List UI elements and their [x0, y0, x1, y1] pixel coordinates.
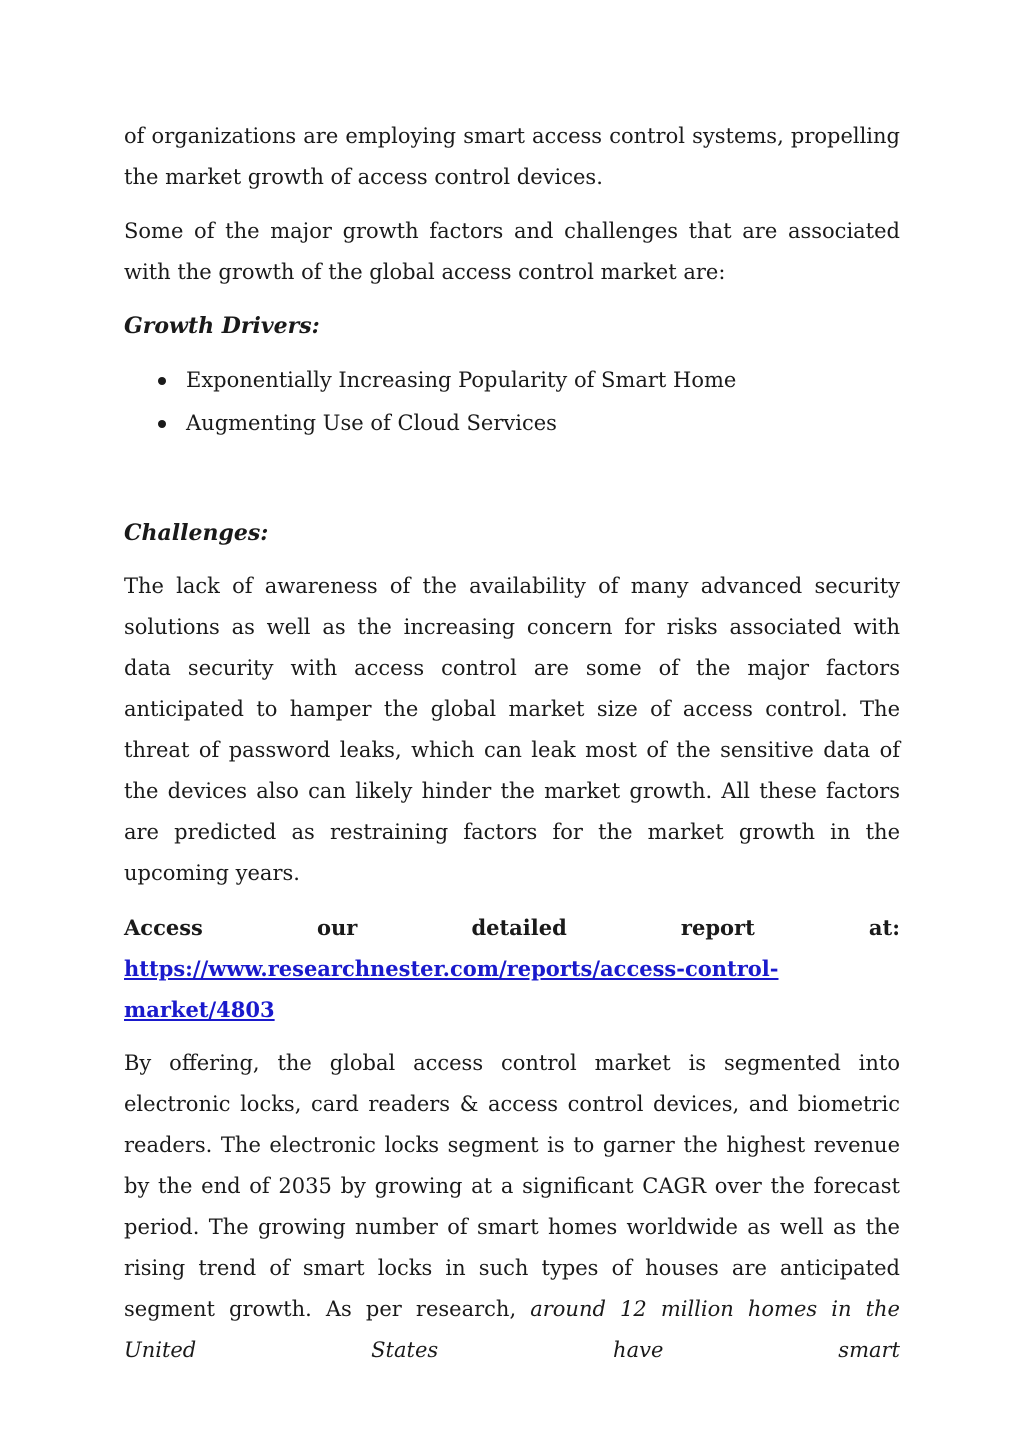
growth-drivers-heading: Growth Drivers: [124, 313, 320, 339]
intro-paragraph-2: Some of the major growth factors and challenges that are associated with the growth of the global access control market are: [124, 219, 900, 284]
list-item [124, 402, 900, 445]
report-link-line-2[interactable]: market/4803 [124, 997, 275, 1022]
intro-paragraph-1: of organizations are employing smart access control systems, propelling the market growth of access control devices. [124, 124, 900, 189]
list-item [124, 359, 900, 402]
bullet-icon [158, 420, 166, 428]
access-word: report [680, 915, 755, 940]
access-word: detailed [471, 915, 567, 940]
list-item-text: Augmenting Use of Cloud Services [186, 411, 557, 435]
growth-drivers-list [124, 359, 900, 445]
offering-italic-text: around 12 million homes in the United States have smart [124, 1297, 900, 1362]
access-word: our [316, 915, 358, 940]
challenges-heading: Challenges: [124, 520, 269, 546]
access-word: at: [868, 915, 900, 940]
offering-text: By offering, the global access control market is segmented into electronic locks, card readers & access control devices, and biometric readers. The electronic locks segment is to garner the highest revenue by the end of 2035 by growing at a significant CAGR over the forecast period. The growing number of smart homes worldwide as well as the rising trend of smart locks in such types of houses are anticipated segment growth. As per research, [124, 1051, 900, 1321]
bullet-icon [158, 377, 166, 385]
access-word: Access [124, 915, 203, 940]
list-item-text: Exponentially Increasing Popularity of Smart Home [186, 368, 737, 392]
document-page [124, 116, 900, 1371]
access-report-line [124, 907, 900, 948]
challenges-paragraph: The lack of awareness of the availability of many advanced security solutions as well as the increasing concern for risks associated with data security with access control are some of the major factors anticipated to hamper the global market size of access control. The threat of password leaks, which can leak most of the sensitive data of the devices also can likely hinder the market growth. All these factors are predicted as restraining factors for the market growth in the upcoming years. [124, 574, 900, 885]
report-link-line-1[interactable]: https://www.researchnester.com/reports/access-control- [124, 956, 779, 981]
offering-paragraph [124, 1043, 900, 1371]
